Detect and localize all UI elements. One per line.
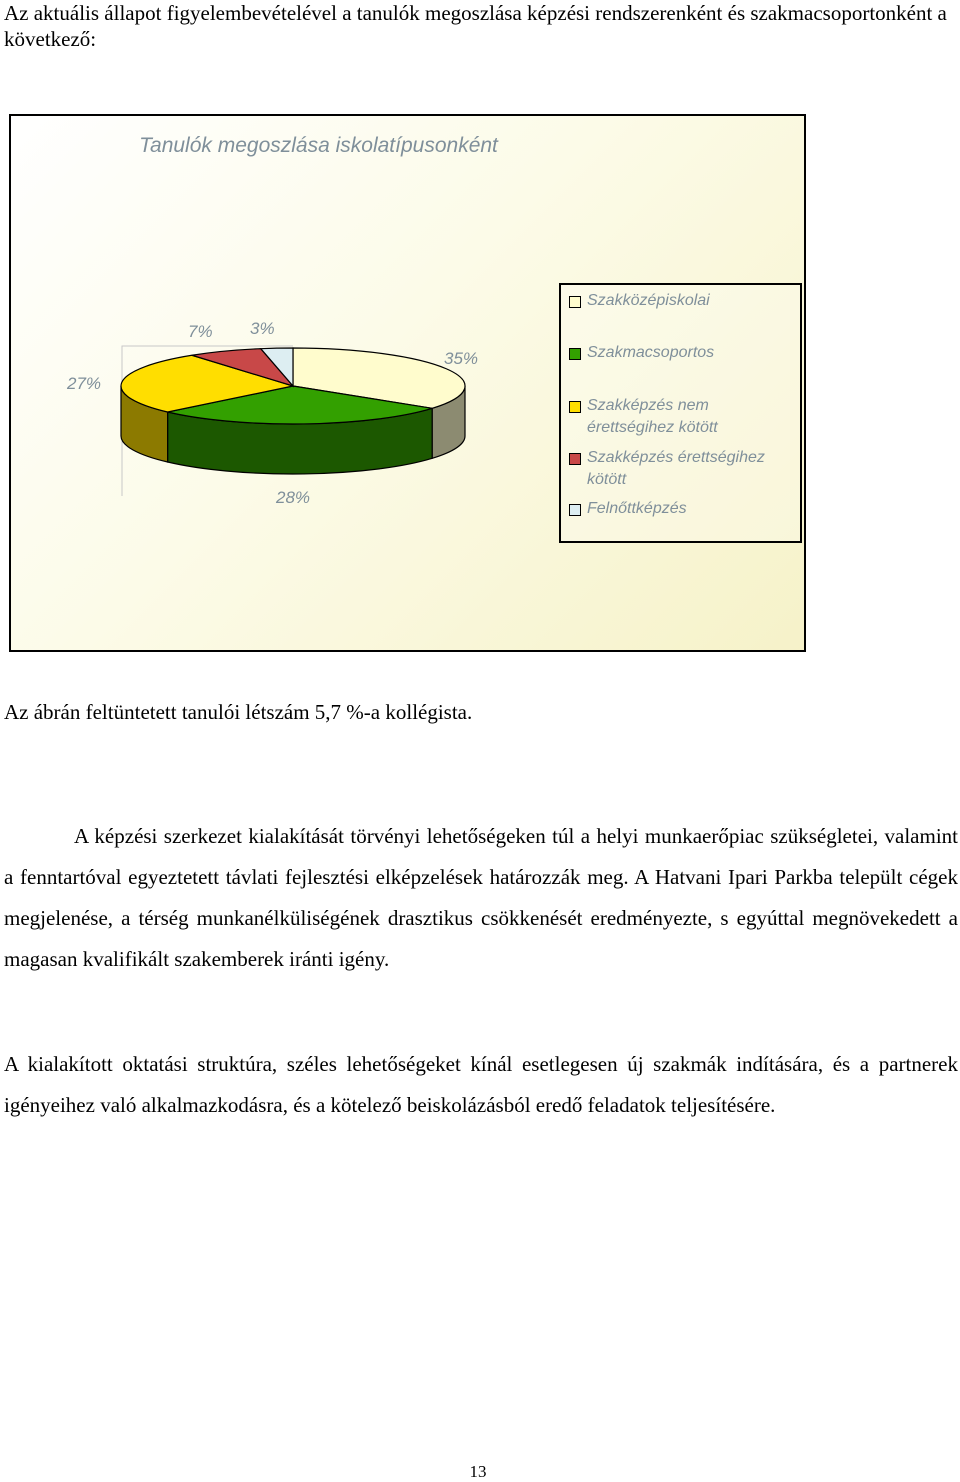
slice-label-nem-erettsegihez: 27%	[67, 374, 102, 393]
paragraph-1: A képzési szerkezet kialakítását törvényi lehetőségeken túl a helyi munkaerőpiac szükségletei, valamint a fenntartóval egyeztetett távlati fejlesztési elképzelések határozzák meg. A Hatvani Ipari Parkba települt cégek megjelenése, a térség munkanélküliségének drasztikus csökkenését eredményezte, s egyúttal megnövekedett a magasan kvalifikált szakemberek iránti igény.	[4, 824, 958, 971]
legend-label: Szakképzés érettségihez kötött	[587, 449, 765, 488]
slice-label-szakmacsoportos: 28%	[276, 488, 311, 507]
pie-chart	[9, 114, 806, 652]
legend-swatch	[569, 296, 581, 308]
pie-slices	[121, 348, 465, 424]
chart-legend	[559, 283, 802, 543]
intro-text: Az aktuális állapot figyelembevételével a tanulók megoszlása képzési rendszerenként és szakmacsoportonként a következő:	[4, 1, 947, 51]
legend-label: Szakmacsoportos	[587, 344, 715, 361]
legend-item-felnottkepzes	[569, 498, 797, 520]
chart-title: Tanulók megoszlása iskolatípusonként	[139, 134, 498, 157]
slice-label-szakkozepiskolai: 35%	[444, 349, 479, 368]
paragraph-2: A kialakított oktatási struktúra, széles lehetőségeket kínál esetlegesen új szakmák indítására, és a partnerek igényeihez való alkalmazkodásra, és a kötelező beiskolázásból eredő feladatok teljesítésére.	[4, 1052, 958, 1117]
legend-item-erettsegihez	[569, 447, 797, 491]
legend-item-szakkozepiskolai	[569, 290, 797, 312]
legend-label: Szakképzés nem érettségihez kötött	[587, 397, 718, 436]
slice-label-erettsegihez: 7%	[188, 322, 213, 341]
legend-swatch	[569, 348, 581, 360]
boarding-note: Az ábrán feltüntetett tanulói létszám 5,7 %-a kollégista.	[4, 700, 473, 724]
legend-swatch	[569, 453, 581, 465]
page-number: 13	[469, 1462, 487, 1481]
legend-swatch	[569, 401, 581, 413]
legend-label: Felnőttképzés	[587, 500, 687, 517]
legend-item-nem-erettsegihez	[569, 395, 797, 439]
legend-label: Szakközépiskolai	[587, 292, 710, 309]
legend-swatch	[569, 504, 581, 516]
slice-label-felnottkepzes: 3%	[250, 319, 275, 338]
legend-item-szakmacsoportos	[569, 342, 797, 364]
